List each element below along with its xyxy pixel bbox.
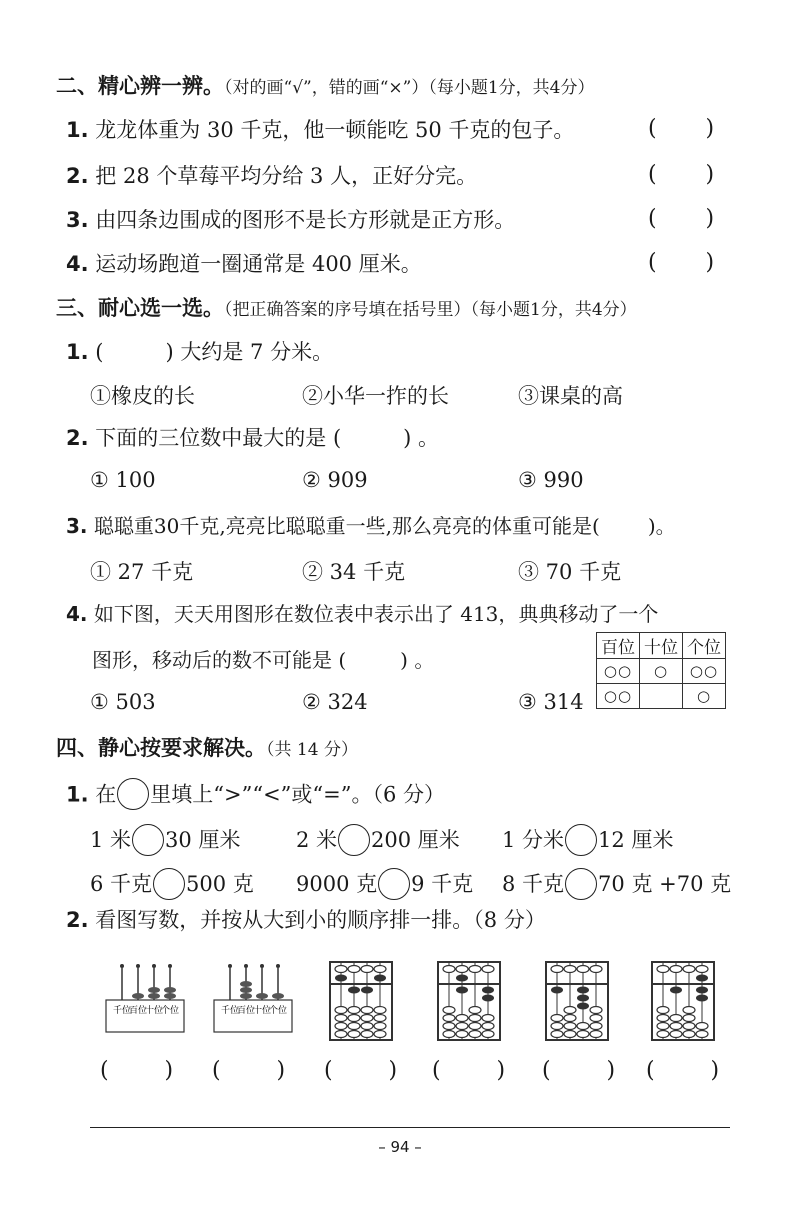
item-text: ) 。 [403,426,440,450]
abacus-1 [328,960,394,1042]
answer-paren-1[interactable]: ( ) [648,116,715,141]
section-3-title: 三、耐心选一选。 [56,296,224,320]
choice-q4-line1 [66,600,658,628]
compare-2-3 [502,868,731,902]
item-text: 在 [95,782,117,807]
compare-circle[interactable] [153,868,185,900]
judge-item-4 [66,250,422,278]
compare-circle[interactable] [132,824,164,856]
compare-right: 200 厘米 [371,828,460,852]
item-number: 3. [66,208,89,232]
item-text: ) 。 [400,648,435,672]
compare-left: 9000 克 [296,872,378,896]
choice-q1 [66,338,333,366]
compare-right: 500 克 [186,872,254,896]
judge-item-3 [66,206,515,234]
abacus-4 [650,960,716,1042]
section-2-heading [56,72,594,102]
option-q1-3: ③课桌的高 [518,384,623,408]
counting-frame-2 [212,962,294,1034]
item-number: 1. [66,782,89,807]
label-tens: 十位 [252,1006,272,1016]
item-text: )。 [647,514,676,538]
option-q2-3: ③ 990 [518,468,584,492]
abacus-answer-5[interactable]: ( ) [542,1058,616,1083]
compare-right: 12 厘米 [598,828,674,852]
compare-1-2 [296,824,460,858]
cell-hundreds-row1: ○○ [597,659,640,684]
item-number: 2. [66,164,89,188]
option-q4-2: ② 324 [302,690,368,714]
compare-circle[interactable] [338,824,370,856]
option-q1-1: ①橡皮的长 [90,384,195,408]
section-3-heading [56,294,637,324]
abacus-3 [544,960,610,1042]
option-q4-3: ③ 314 [518,690,584,714]
cell-tens-row1: ○ [640,659,683,684]
judge-item-1 [66,116,574,144]
cell-tens-row2 [640,684,683,709]
compare-left: 2 米 [296,828,338,852]
compare-right: 30 厘米 [165,828,241,852]
header-tens: 十位 [640,633,683,659]
answer-paren-3[interactable]: ( ) [648,206,715,231]
abacus-answer-3[interactable]: ( ) [324,1058,398,1083]
item-text: 龙龙体重为 30 千克，他一顿能吃 50 千克的包子。 [95,118,575,142]
answer-paren-2[interactable]: ( ) [648,162,715,187]
item-text: 图形，移动后的数不可能是 ( [92,648,347,672]
choice-q2 [66,424,439,452]
item-text: 由四条边围成的图形不是长方形就是正方形。 [95,208,516,232]
option-q4-1: ① 503 [90,690,156,714]
item-text: ) 大约是 7 分米。 [165,340,334,364]
footer-divider [90,1127,730,1128]
item-number: 4. [66,252,89,276]
option-q2-1: ① 100 [90,468,156,492]
item-number: 2. [66,426,89,450]
cell-ones-row1: ○○ [683,659,726,684]
option-q3-3: ③ 70 千克 [518,560,622,584]
paren-open: ( [95,340,104,364]
label-ones: 个位 [160,1006,180,1016]
item-text: 如下图，天天用图形在数位表中表示出了 413，典典移动了一个 [93,602,659,626]
counting-frame-1 [104,962,186,1034]
compare-left: 6 千克 [90,872,153,896]
label-thousands: 千位 [220,1006,240,1016]
section-3-note: （把正确答案的序号填在括号里）（每小题1分，共4分） [224,300,637,320]
abacus-answer-6[interactable]: ( ) [646,1058,720,1083]
section-2-note: （对的画“√”，错的画“×”）（每小题1分，共4分） [224,78,595,98]
label-ones: 个位 [268,1006,288,1016]
abacus-answer-2[interactable]: ( ) [212,1058,286,1083]
place-value-table [596,632,726,709]
compare-1-1 [90,824,240,858]
section-2-title: 二、精心辨一辨。 [56,74,224,98]
label-tens: 十位 [144,1006,164,1016]
cell-hundreds-row2: ○○ [597,684,640,709]
header-ones: 个位 [683,633,726,659]
cell-ones-row2: ○ [683,684,726,709]
item-number: 1. [66,340,89,364]
abacus-answer-1[interactable]: ( ) [100,1058,174,1083]
compare-right: 70 克 +70 克 [598,872,732,896]
abacus-instruction [66,906,546,934]
option-q2-2: ② 909 [302,468,368,492]
section-4-title: 四、静心按要求解决。 [56,736,266,760]
label-hundreds: 百位 [128,1006,148,1016]
compare-instruction [66,780,445,812]
option-q3-2: ② 34 千克 [302,560,406,584]
item-number: 4. [66,602,88,626]
page-number: – 94 – [378,1138,422,1156]
item-text: 把 28 个草莓平均分给 3 人，正好分完。 [95,164,478,188]
judge-item-2 [66,162,477,190]
option-q3-1: ① 27 千克 [90,560,194,584]
item-text: 看图写数，并按从大到小的顺序排一排。（8 分） [95,908,546,932]
compare-circle[interactable] [378,868,410,900]
compare-left: 1 分米 [502,828,565,852]
label-hundreds: 百位 [236,1006,256,1016]
circle-sample [117,778,149,810]
compare-2-1 [90,868,254,902]
section-4-heading [56,734,358,764]
compare-left: 8 千克 [502,872,565,896]
header-hundreds: 百位 [597,633,640,659]
choice-q4-line2 [92,646,434,674]
abacus-2 [436,960,502,1042]
section-4-note: （共 14 分） [266,740,358,760]
compare-circle[interactable] [565,868,597,900]
option-q1-2: ②小华一拃的长 [302,384,449,408]
compare-2-2 [296,868,473,902]
item-text: 运动场跑道一圈通常是 400 厘米。 [95,252,422,276]
item-text: 下面的三位数中最大的是 ( [95,426,342,450]
item-number: 1. [66,118,89,142]
abacus-answer-4[interactable]: ( ) [432,1058,506,1083]
item-number: 2. [66,908,89,932]
answer-paren-4[interactable]: ( ) [648,250,715,275]
item-text: 里填上“>”“<”或“=”。（6 分） [150,782,446,807]
item-number: 3. [66,514,88,538]
label-thousands: 千位 [112,1006,132,1016]
compare-left: 1 米 [90,828,132,852]
compare-circle[interactable] [565,824,597,856]
choice-q3 [66,512,676,540]
compare-right: 9 千克 [411,872,474,896]
item-text: 聪聪重30千克,亮亮比聪聪重一些,那么亮亮的体重可能是( [93,514,600,538]
compare-1-3 [502,824,673,858]
